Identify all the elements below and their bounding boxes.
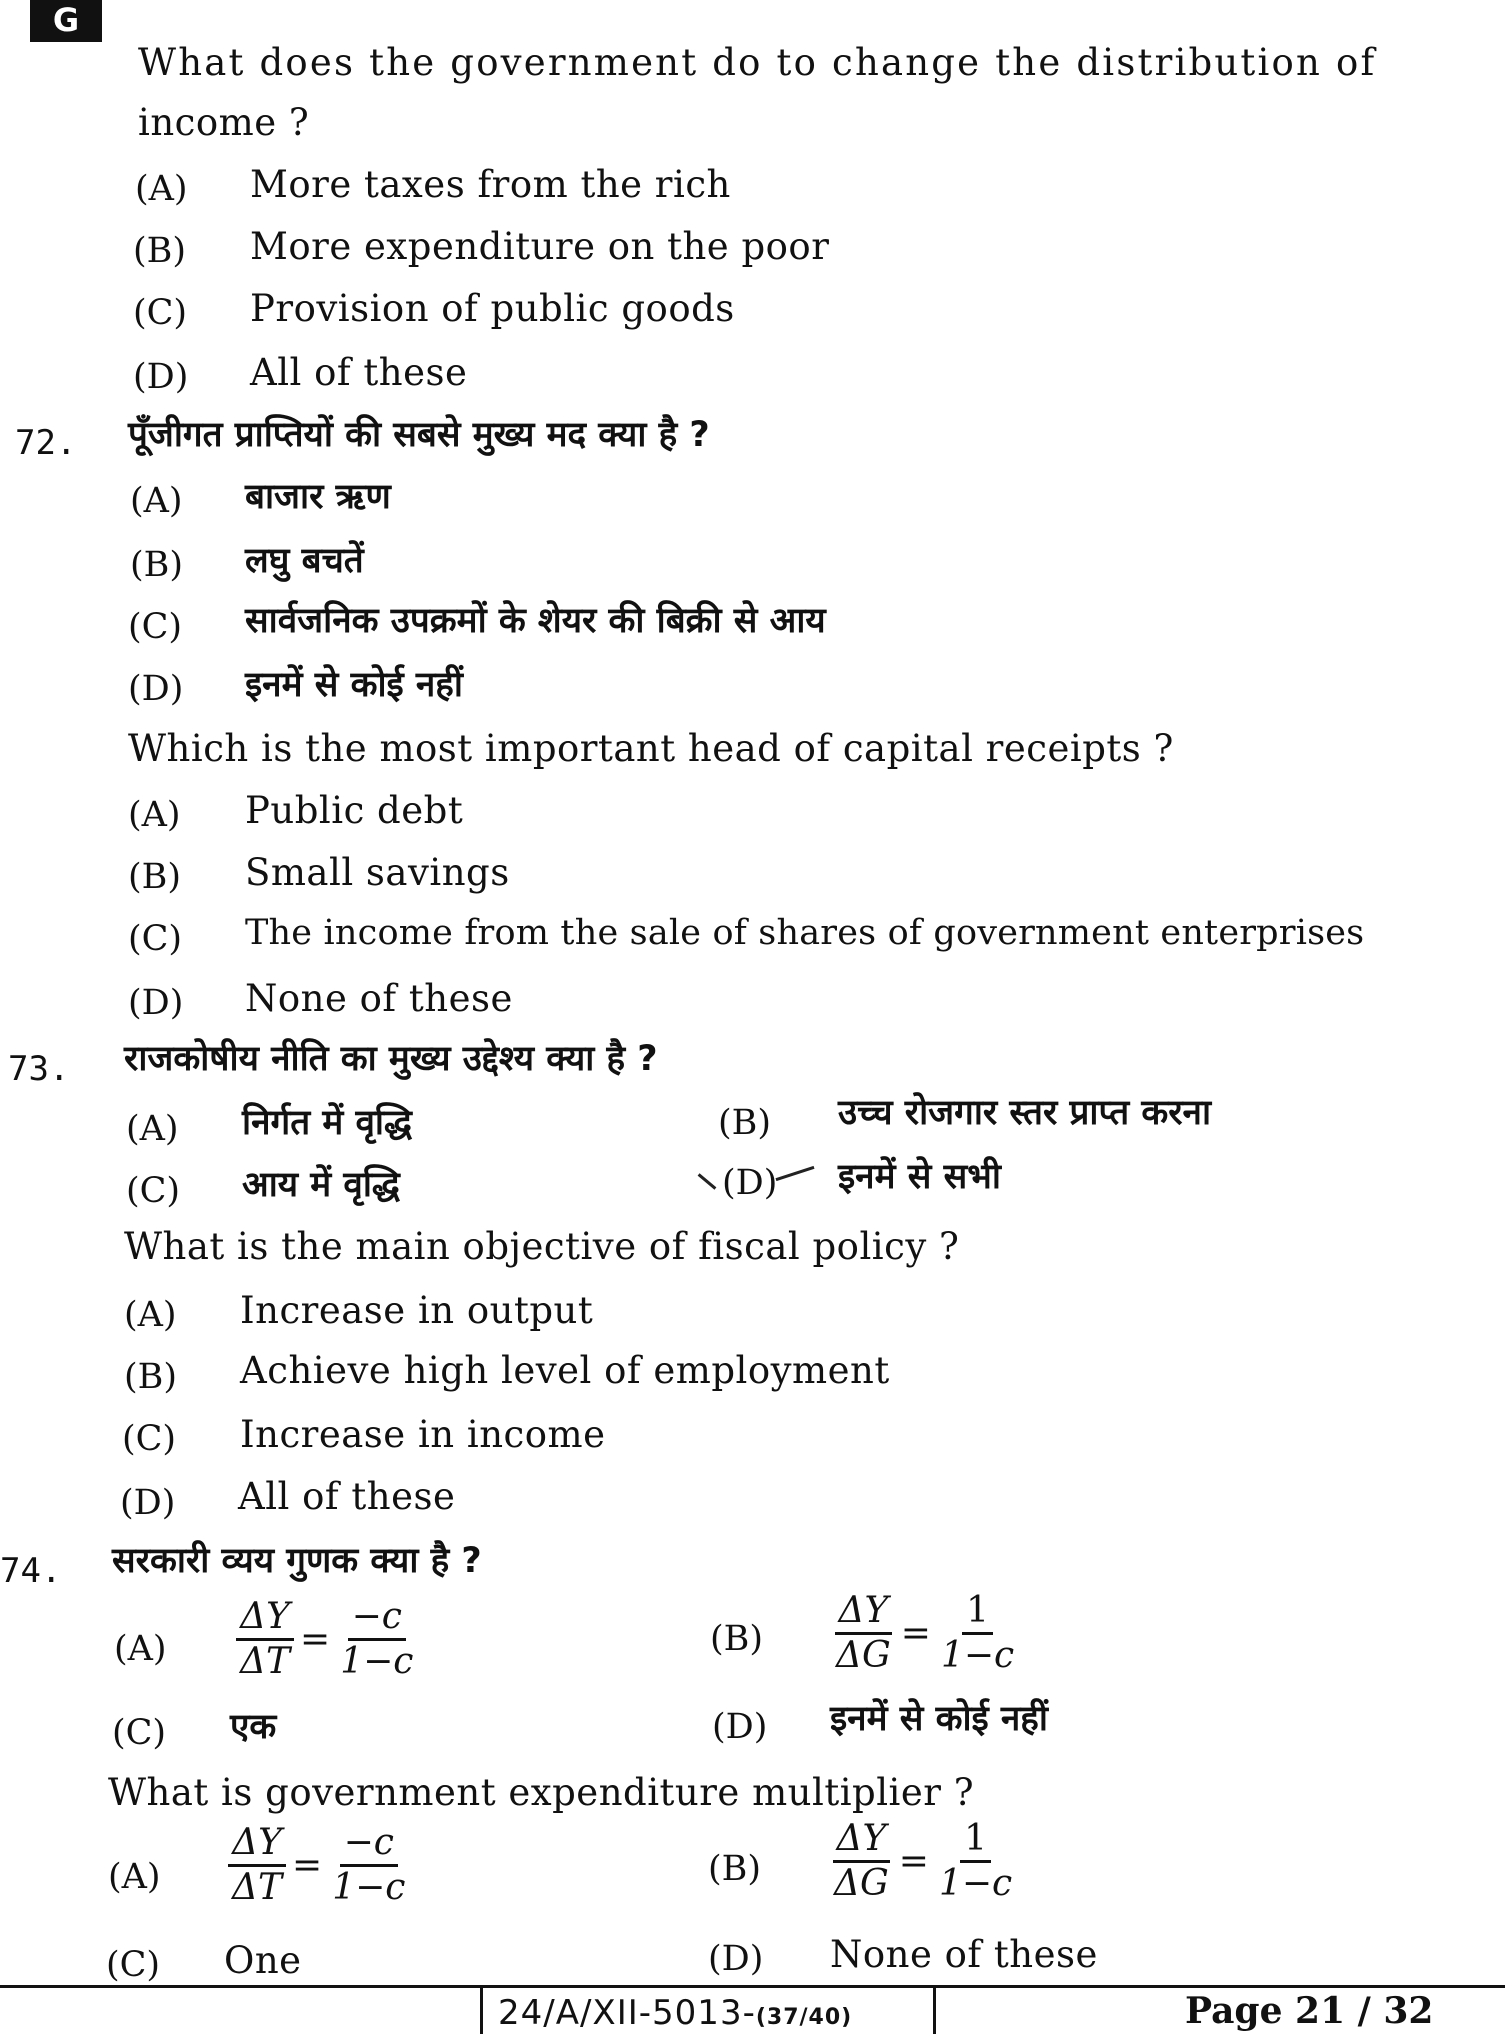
paper-code bbox=[498, 1992, 852, 2039]
q71-question-line1: What does the government do to change the distribution of bbox=[138, 41, 1377, 84]
q74-hi-option-d: इनमें से कोई नहीं bbox=[830, 1699, 1048, 1739]
q73-en-option-c-label: (C) bbox=[122, 1419, 177, 1459]
q72-hi-option-c-label: (C) bbox=[128, 607, 183, 647]
paper-code-suffix: (37/40) bbox=[755, 2005, 853, 2030]
q72-hi-option-d: इनमें से कोई नहीं bbox=[245, 665, 463, 705]
q73-en-option-a-label: (A) bbox=[124, 1295, 177, 1335]
q73-hi-option-d: इनमें से सभी bbox=[838, 1157, 1001, 1197]
q74-en-option-b-label: (B) bbox=[708, 1849, 762, 1889]
formula-numerator: 1 bbox=[962, 1590, 993, 1635]
page-number: Page 21 / 32 bbox=[1185, 1990, 1434, 2032]
q73-hi-option-b-label: (B) bbox=[718, 1103, 772, 1143]
q74-en-option-d-label: (D) bbox=[708, 1939, 764, 1979]
q73-question-hindi: राजकोषीय नीति का मुख्य उद्देश्य क्या है ? bbox=[124, 1039, 658, 1079]
q73-hi-option-b: उच्च रोजगार स्तर प्राप्त करना bbox=[838, 1093, 1212, 1133]
formula-equals: = bbox=[900, 1613, 931, 1654]
q74-number: 74. bbox=[0, 1551, 62, 1591]
answer-tick-mark bbox=[698, 1173, 717, 1189]
q72-question-english: Which is the most important head of capital receipts ? bbox=[128, 727, 1174, 770]
formula-numerator: 1 bbox=[960, 1818, 991, 1863]
q71-option-d-label: (D) bbox=[133, 357, 189, 397]
q73-hi-option-c: आय में वृद्धि bbox=[242, 1165, 400, 1205]
q73-en-option-b-label: (B) bbox=[124, 1357, 178, 1397]
formula-numerator: ΔY bbox=[835, 1590, 893, 1635]
q73-en-option-c: Increase in income bbox=[240, 1413, 606, 1456]
q73-en-option-d: All of these bbox=[238, 1475, 456, 1518]
formula-numerator: ΔY bbox=[236, 1596, 294, 1641]
q72-en-option-d-label: (D) bbox=[128, 983, 184, 1023]
q74-hi-option-a-label: (A) bbox=[114, 1629, 167, 1669]
q71-option-d: All of these bbox=[250, 351, 468, 394]
q72-hi-option-c: सार्वजनिक उपक्रमों के शेयर की बिक्री से आय bbox=[245, 601, 826, 641]
q73-hi-option-c-label: (C) bbox=[126, 1171, 181, 1211]
q71-option-a: More taxes from the rich bbox=[250, 163, 731, 206]
q74-question-hindi: सरकारी व्यय गुणक क्या है ? bbox=[112, 1541, 482, 1581]
q72-hi-option-d-label: (D) bbox=[128, 669, 184, 709]
formula-denominator: 1−c bbox=[938, 1863, 1013, 1904]
q72-question-hindi: पूँजीगत प्राप्तियों की सबसे मुख्य मद क्या है ? bbox=[128, 415, 710, 455]
set-badge: G bbox=[30, 0, 102, 42]
q73-en-option-b: Achieve high level of employment bbox=[240, 1349, 890, 1392]
q74-en-formula-a bbox=[228, 1822, 409, 1909]
formula-denominator: 1−c bbox=[332, 1867, 406, 1908]
answer-tick-mark-stroke bbox=[776, 1166, 815, 1181]
q73-hi-option-a-label: (A) bbox=[126, 1109, 179, 1149]
q74-en-option-d: None of these bbox=[830, 1933, 1098, 1976]
q72-en-option-b-label: (B) bbox=[128, 857, 182, 897]
q72-hi-option-a: बाजार ऋण bbox=[245, 477, 391, 517]
q72-number: 72. bbox=[15, 423, 77, 463]
formula-denominator: 1−c bbox=[340, 1641, 414, 1682]
q72-hi-option-b-label: (B) bbox=[130, 545, 184, 585]
formula-equals: = bbox=[300, 1619, 331, 1660]
formula-denominator: ΔT bbox=[232, 1867, 283, 1908]
q74-hi-option-d-label: (D) bbox=[712, 1707, 768, 1747]
formula-numerator: −c bbox=[340, 1822, 398, 1867]
q72-en-option-d: None of these bbox=[245, 977, 513, 1020]
q72-en-option-c: The income from the sale of shares of government enterprises bbox=[245, 913, 1365, 953]
q71-question-line2: income ? bbox=[138, 101, 310, 144]
formula-denominator: ΔT bbox=[240, 1641, 291, 1682]
q74-en-option-a-label: (A) bbox=[108, 1857, 161, 1897]
q73-en-option-a: Increase in output bbox=[240, 1289, 594, 1332]
q72-en-option-a: Public debt bbox=[245, 789, 464, 832]
q73-hi-option-a: निर्गत में वृद्धि bbox=[242, 1103, 412, 1143]
q73-number: 73. bbox=[8, 1049, 70, 1089]
q74-question-english: What is government expenditure multiplier ? bbox=[108, 1771, 975, 1814]
q72-hi-option-a-label: (A) bbox=[130, 481, 183, 521]
q71-option-a-label: (A) bbox=[135, 169, 188, 209]
q72-hi-option-b: लघु बचतें bbox=[245, 541, 364, 581]
formula-equals: = bbox=[292, 1845, 323, 1886]
q72-en-option-a-label: (A) bbox=[128, 795, 181, 835]
q71-option-b-label: (B) bbox=[133, 231, 187, 271]
q71-option-c-label: (C) bbox=[133, 293, 188, 333]
formula-numerator: −c bbox=[348, 1596, 406, 1641]
q73-question-english: What is the main objective of fiscal policy ? bbox=[124, 1225, 960, 1268]
q74-en-option-c: One bbox=[224, 1939, 302, 1982]
q74-hi-formula-b bbox=[832, 1590, 1018, 1677]
formula-numerator: ΔY bbox=[833, 1818, 891, 1863]
q71-option-c: Provision of public goods bbox=[250, 287, 735, 330]
q74-en-formula-b bbox=[830, 1818, 1016, 1905]
q72-en-option-c-label: (C) bbox=[128, 919, 183, 959]
q74-hi-option-b-label: (B) bbox=[710, 1619, 764, 1659]
formula-denominator: ΔG bbox=[834, 1863, 889, 1904]
formula-denominator: 1−c bbox=[940, 1635, 1015, 1676]
q74-hi-option-c-label: (C) bbox=[112, 1713, 167, 1753]
q74-hi-formula-a bbox=[236, 1596, 417, 1683]
paper-code-main: 24/A/XII-5013- bbox=[498, 1993, 756, 2033]
formula-numerator: ΔY bbox=[228, 1822, 286, 1867]
q72-en-option-b: Small savings bbox=[245, 851, 510, 894]
q73-hi-option-d-label: (D) bbox=[722, 1163, 778, 1203]
q73-en-option-d-label: (D) bbox=[120, 1483, 176, 1523]
q71-option-b: More expenditure on the poor bbox=[250, 225, 830, 268]
formula-equals: = bbox=[898, 1841, 929, 1882]
q74-hi-option-c: एक bbox=[230, 1707, 277, 1747]
q74-en-option-c-label: (C) bbox=[106, 1945, 161, 1985]
formula-denominator: ΔG bbox=[836, 1635, 891, 1676]
